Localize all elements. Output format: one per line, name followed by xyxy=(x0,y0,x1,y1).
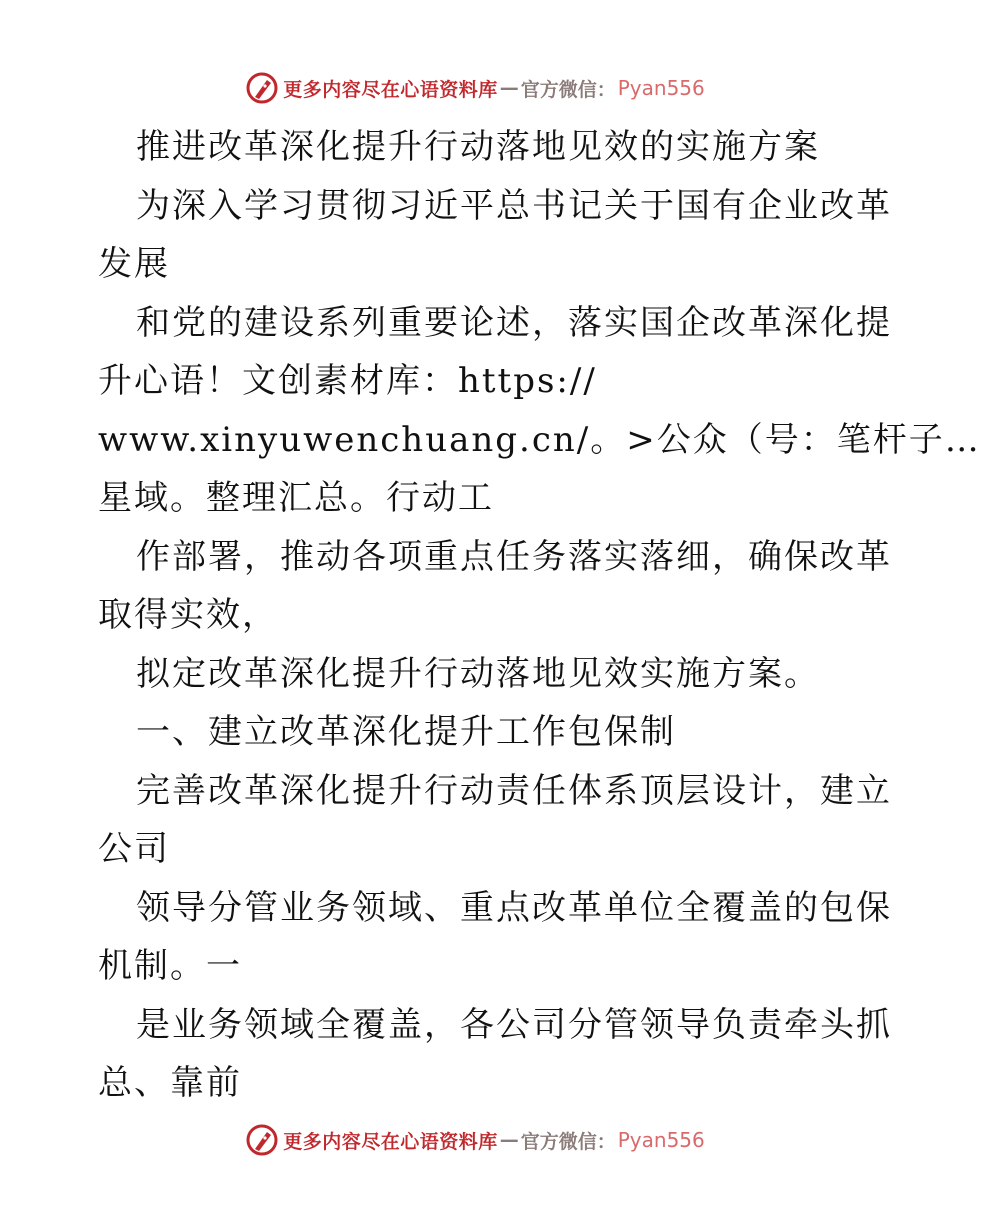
section-heading: 一、建立改革深化提升工作包保制 xyxy=(136,712,676,752)
footer-watermark-banner xyxy=(0,1120,950,1160)
doc-line: 作部署，推动各项重点任务落实落细，确保改革 xyxy=(136,536,892,577)
banner-wechat-label: 官方微信： xyxy=(520,1130,616,1153)
doc-line: 发展 xyxy=(98,244,170,284)
header-watermark-banner xyxy=(0,68,950,108)
doc-line: 机制。一 xyxy=(98,946,242,986)
banner-main-text: 更多内容尽在心语资料库 xyxy=(283,1130,498,1153)
doc-line: 拟定改革深化提升行动落地见效实施方案。 xyxy=(136,653,820,694)
banner-wechat-label: 官方微信： xyxy=(520,78,616,101)
pen-logo-icon xyxy=(245,71,279,105)
doc-line: 为深入学习贯彻习近平总书记关于国有企业改革 xyxy=(136,185,892,226)
doc-line: 升心语！文创素材库：https:// xyxy=(98,361,597,401)
document-body xyxy=(98,118,981,1113)
pen-logo-icon xyxy=(245,1123,279,1157)
doc-line: 是业务领域全覆盖，各公司分管领导负责牵头抓 xyxy=(136,1004,892,1045)
doc-line: 完善改革深化提升行动责任体系顶层设计，建立 xyxy=(136,770,892,811)
doc-line: 总、靠前 xyxy=(98,1063,242,1103)
doc-line: 取得实效， xyxy=(98,595,278,635)
doc-line: 星域。整理汇总。行动工 xyxy=(98,478,494,518)
doc-line: 和党的建设系列重要论述，落实国企改革深化提 xyxy=(136,302,892,343)
banner-dash: — xyxy=(499,77,519,99)
doc-line: 公司 xyxy=(98,829,170,869)
banner-wechat-id: Pyan556 xyxy=(617,1128,705,1152)
banner-main-text: 更多内容尽在心语资料库 xyxy=(283,78,498,101)
banner-dash: — xyxy=(499,1129,519,1151)
doc-line: 领导分管业务领域、重点改革单位全覆盖的包保 xyxy=(136,887,892,928)
banner-wechat-id: Pyan556 xyxy=(617,76,705,100)
doc-line-url: www.xinyuwenchuang.cn/。>公众（号：笔杆子… xyxy=(98,419,981,460)
doc-title: 推进改革深化提升行动落地见效的实施方案 xyxy=(136,127,820,167)
